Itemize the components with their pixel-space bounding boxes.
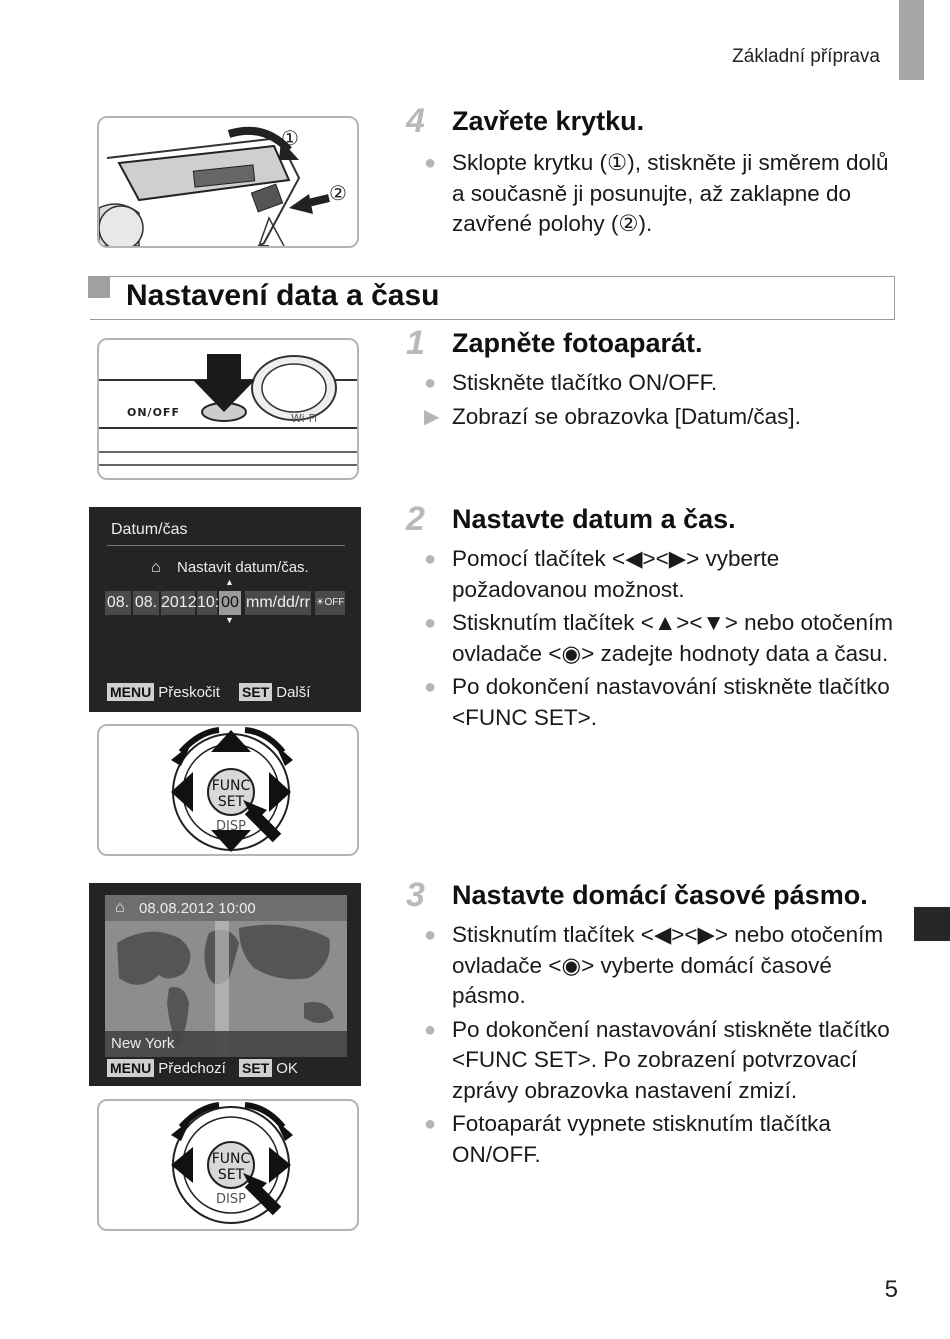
bullet-text: Stisknutím tlačítek <▲><▼> nebo otočením ovladače <◉> zadejte hodnoty data a času. [452,610,894,666]
bullet-text: Sklopte krytku (①), stiskněte ji směrem dolů a současně ji posunujte, až zaklapne do zavřené polohy (②). [452,150,889,236]
bullet-item [424,1109,904,1170]
header-tab-marker [899,0,924,80]
dst-value: OFF [324,597,345,608]
bullet-item [424,544,904,605]
result-arrow-icon: ▶ [424,405,440,428]
chapter-tab-marker [914,907,950,941]
bullet-icon: ● [424,924,437,946]
datetime-screen [89,507,361,712]
bullet-icon: ● [424,1113,437,1135]
disp-label: DISP [216,819,246,834]
screen-subtitle: Nastavit datum/čas. [177,559,309,576]
step-4-bullets [424,148,904,243]
onoff-label: ON/OFF [127,406,180,419]
ok-hint [239,1059,298,1077]
skip-label: Přeskočit [158,684,220,701]
bullet-icon: ● [424,372,437,394]
arrow-down-icon: ▼ [225,615,234,625]
callout-1: ① [281,126,299,150]
date-format-field[interactable]: mm/dd/rr [245,591,311,615]
step-1-bullets [424,368,904,435]
step-2-bullets [424,544,904,736]
header-label: Základní příprava [732,46,880,67]
section-title: Nastavení data a času [126,279,440,312]
control-dial-drawing [99,1101,357,1229]
section-heading-marker [88,276,110,298]
set-badge: SET [239,1059,272,1077]
time-zone-screen [89,883,361,1086]
bullet-item [424,608,904,669]
wifi-label: Wi-Fi [291,412,318,425]
ok-label: OK [276,1060,298,1077]
step-number: 1 [406,324,425,362]
home-icon: ⌂ [151,559,161,576]
step-title: Zapněte fotoaparát. [452,328,703,358]
bullet-item [424,920,904,1012]
bullet-text: Stisknutím tlačítek <◀><▶> nebo otočením ovladače <◉> vyberte domácí časové pásmo. [452,922,884,1008]
step-title: Zavřete krytku. [452,106,645,136]
city-name: New York [111,1035,175,1052]
step-title: Nastavte domácí časové pásmo. [452,880,868,910]
year-field[interactable]: 2012 [161,591,195,615]
bullet-icon: ● [424,612,437,634]
hour-field[interactable]: 10: [197,591,217,615]
next-label: Další [276,684,311,701]
bullet-item [424,368,904,399]
bullet-item [424,672,904,733]
arrow-up-icon: ▲ [225,577,234,587]
bullet-icon: ● [424,152,437,174]
set-label: SET [217,794,245,810]
bullet-text: Po dokončení nastavování stiskněte tlačítko <FUNC SET>. [452,674,890,730]
home-icon: ⌂ [115,899,125,916]
step-number: 2 [406,500,425,538]
set-label: SET [217,1167,245,1183]
power-button-illustration [97,338,359,480]
step-number: 3 [406,876,425,914]
page-number: 5 [884,1276,898,1303]
back-label: Předchozí [158,1060,226,1077]
disp-label: DISP [216,1192,246,1207]
next-hint [239,683,310,701]
screen-divider [107,545,345,546]
skip-hint [107,683,220,701]
bullet-item [424,148,904,240]
bullet-item [424,1015,904,1107]
sun-icon: ☀ [315,597,325,608]
bullet-icon: ● [424,676,437,698]
home-datetime: 08.08.2012 10:00 [139,900,256,917]
dst-toggle[interactable] [315,591,345,615]
menu-badge: MENU [107,1059,154,1077]
control-dial-drawing [99,726,357,854]
bullet-text: Fotoaparát vypnete stisknutím tlačítka ON/OFF. [452,1111,831,1167]
callout-2: ② [329,181,347,205]
screen-title: Datum/čas [111,521,188,538]
step-title: Nastavte datum a čas. [452,504,736,534]
month-field[interactable]: 08. [105,591,131,615]
bullet-item [424,402,904,433]
bullet-text: Zobrazí se obrazovka [Datum/čas]. [452,403,801,429]
power-button-drawing [99,340,357,478]
func-label: FUNC [211,778,251,794]
cover-illustration [97,116,359,248]
menu-badge: MENU [107,683,154,701]
control-dial-illustration [97,724,359,856]
func-label: FUNC [211,1151,251,1167]
cover-drawing [99,118,357,246]
step-number: 4 [406,102,425,140]
day-field[interactable]: 08. [133,591,159,615]
bullet-icon: ● [424,548,437,570]
bullet-text: Pomocí tlačítek <◀><▶> vyberte požadovanou možnost. [452,546,780,602]
bullet-text: Po dokončení nastavování stiskněte tlačítko <FUNC SET>. Po zobrazení potvrzovací zprávy obrazovka nastavení zmizí. [452,1016,890,1103]
back-hint [107,1059,226,1077]
bullet-text: Stiskněte tlačítko ON/OFF. [452,370,718,395]
bullet-icon: ● [424,1018,437,1041]
set-badge: SET [239,683,272,701]
minute-field[interactable]: 00 [219,591,241,615]
step-3-bullets [424,920,904,1173]
control-dial-illustration [97,1099,359,1231]
